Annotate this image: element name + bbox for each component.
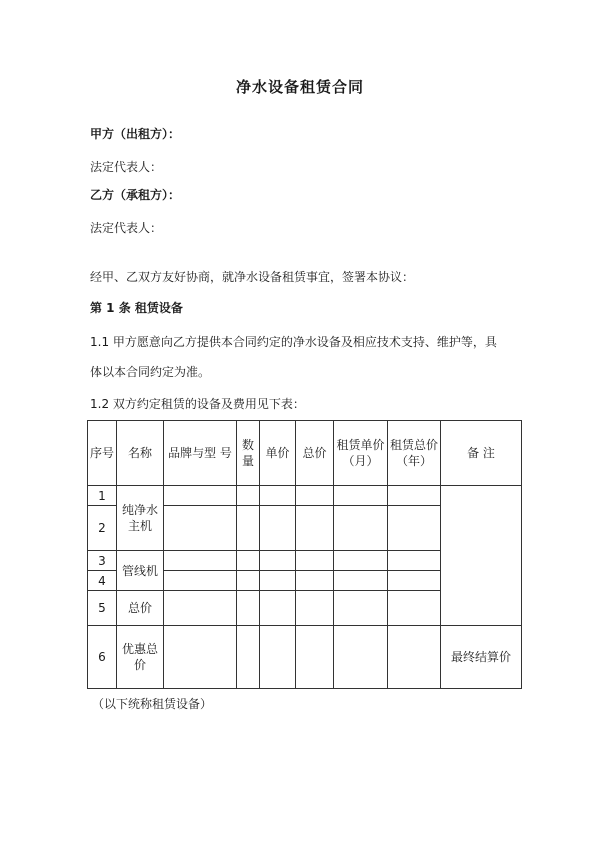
equipment-table [87, 420, 522, 689]
header-brand-model: 品牌与型 号 [164, 421, 237, 486]
clause-1-1-line-2: 体以本合同约定为准。 [90, 365, 211, 379]
row-name-pure-water-host [117, 486, 164, 551]
row-seq: 6 [88, 626, 117, 689]
header-rent-total-line-2: （年） [395, 454, 432, 468]
header-rent-unit-line-2: （月） [342, 454, 379, 468]
document-title: 净水设备租赁合同 [235, 78, 364, 96]
header-rent-unit-price [334, 421, 388, 486]
row-name-total-price: 总价 [117, 591, 164, 626]
table-row [88, 486, 522, 506]
row-name-discount-line-1: 优惠总 [121, 642, 158, 656]
header-rent-total-line-1: 租赁总价 [389, 438, 438, 452]
row-seq: 5 [88, 591, 117, 626]
row-seq: 4 [88, 571, 117, 591]
row-remark-final-settlement: 最终结算价 [441, 626, 522, 689]
header-remarks: 备 注 [441, 421, 522, 486]
header-total-price: 总价 [296, 421, 334, 486]
table-footnote: （以下统称租赁设备） [92, 697, 213, 711]
party-b-heading: 乙方（承租方）： [90, 188, 181, 202]
table-header-row [88, 421, 522, 486]
party-a-representative: 法定代表人： [90, 160, 163, 174]
clause-1-1-line-1: 1.1 甲方愿意向乙方提供本合同约定的净水设备及相应技术支持、维护等，具 [90, 335, 497, 349]
remarks-merged-cell [441, 486, 522, 626]
row-name-pure-line-2: 主机 [127, 519, 152, 533]
header-quantity [237, 421, 260, 486]
header-quantity-line-2: 量 [241, 454, 254, 468]
row-seq: 3 [88, 551, 117, 571]
row-name-discount-total [117, 626, 164, 689]
row-name-pipeline-machine: 管线机 [117, 551, 164, 591]
party-a-heading: 甲方（出租方）： [90, 127, 181, 141]
intro-paragraph: 经甲、乙双方友好协商，就净水设备租赁事宜，签署本协议： [90, 270, 415, 284]
row-name-discount-line-2: 价 [133, 658, 146, 672]
article-1-heading: 第 1 条 租赁设备 [90, 301, 183, 315]
header-quantity-line-1: 数 [241, 438, 254, 452]
table-row [88, 626, 522, 689]
header-seq: 序号 [88, 421, 117, 486]
row-name-pure-line-1: 纯净水 [121, 503, 158, 517]
header-rent-unit-line-1: 租赁单价 [336, 438, 385, 452]
row-seq: 1 [88, 486, 117, 506]
header-rent-total-price [388, 421, 441, 486]
row-seq: 2 [88, 506, 117, 551]
clause-1-2: 1.2 双方约定租赁的设备及费用见下表： [90, 397, 305, 411]
party-b-representative: 法定代表人： [90, 221, 163, 235]
header-unit-price: 单价 [260, 421, 296, 486]
header-name: 名称 [117, 421, 164, 486]
